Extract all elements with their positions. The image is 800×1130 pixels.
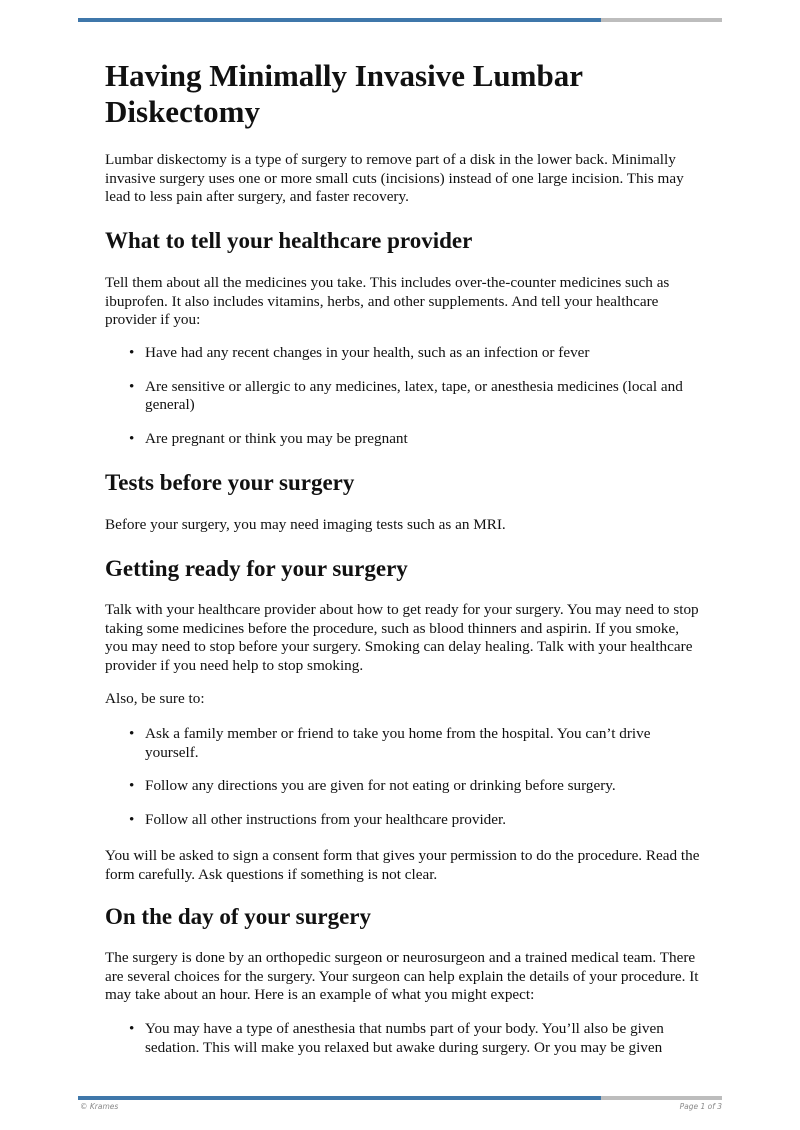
section-paragraph: Talk with your healthcare provider about how to get ready for your surgery. You may need to stop taking some medicines before the procedure, such as blood thinners and aspirin. If you smoke, you may need to stop before your surgery. Smoking can delay healing. Talk with your healthcare provider if you need help to stop smoking. <box>105 601 699 674</box>
list-item-text: Follow any directions you are given for not eating or drinking before surgery. <box>145 777 616 794</box>
list-item <box>105 430 705 449</box>
bullet-list <box>105 725 705 829</box>
bullet-icon: • <box>129 725 135 742</box>
list-item <box>105 777 705 796</box>
section-heading-tell-provider: What to tell your healthcare provider <box>105 228 473 253</box>
list-item <box>105 725 705 762</box>
bullet-icon: • <box>129 429 135 447</box>
bullet-icon: • <box>129 377 135 395</box>
section-heading-tests: Tests before your surgery <box>105 470 355 495</box>
footer-page-number: Page 1 of 3 <box>679 1102 722 1111</box>
bullet-icon: • <box>129 1020 135 1037</box>
list-item-text: Have had any recent changes in your health, such as an infection or fever <box>145 344 590 361</box>
list-item <box>105 378 705 415</box>
section-paragraph: Tell them about all the medicines you take. This includes over-the-counter medicines such as ibuprofen. It also includes vitamins, herbs, and other supplements. And tell your healthcare provider if you: <box>105 274 670 328</box>
header-rule-accent <box>78 18 601 22</box>
bullet-icon: • <box>129 344 135 361</box>
list-item-text: Are sensitive or allergic to any medicines, latex, tape, or anesthesia medicines (local and general) <box>145 377 683 413</box>
list-item-text: You may have a type of anesthesia that numbs part of your body. You’ll also be given sedation. This will make you relaxed but awake during surgery. Or you may be given <box>145 1020 664 1056</box>
bullet-icon: • <box>129 810 135 828</box>
section-heading-getting-ready: Getting ready for your surgery <box>105 556 408 581</box>
list-item <box>105 1020 705 1057</box>
list-item <box>105 344 705 363</box>
section-paragraph: You will be asked to sign a consent form that gives your permission to do the procedure. Read the form carefully. Ask questions if something is not clear. <box>105 847 700 883</box>
page-title: Having Minimally Invasive Lumbar Diskectomy <box>105 58 583 129</box>
list-item-text: Follow all other instructions from your healthcare provider. <box>145 810 507 828</box>
footer-rule-accent <box>78 1096 601 1100</box>
section-paragraph: The surgery is done by an orthopedic surgeon or neurosurgeon and a trained medical team. There are several choices for the surgery. Your surgeon can help explain the details of your procedure. It may take about an hour. Here is an example of what you might expect: <box>105 949 699 1003</box>
list-item-text: Are pregnant or think you may be pregnant <box>145 429 408 447</box>
footer-copyright: © Krames <box>80 1102 119 1111</box>
section-paragraph: Also, be sure to: <box>105 690 205 707</box>
section-paragraph: Before your surgery, you may need imaging tests such as an MRI. <box>105 516 506 533</box>
bullet-icon: • <box>129 777 135 794</box>
list-item <box>105 811 705 830</box>
intro-paragraph: Lumbar diskectomy is a type of surgery to remove part of a disk in the lower back. Minimally invasive surgery uses one or more small cuts (incisions) instead of one large incision. This may lead to less pain after surgery, and faster recovery. <box>105 151 684 205</box>
section-heading-day-of-surgery: On the day of your surgery <box>105 904 371 929</box>
header-rule <box>78 18 722 22</box>
footer-rule <box>78 1096 722 1100</box>
bullet-list <box>105 1020 705 1057</box>
list-item-text: Ask a family member or friend to take you home from the hospital. You can’t drive yourself. <box>145 725 651 761</box>
bullet-list <box>105 344 705 448</box>
